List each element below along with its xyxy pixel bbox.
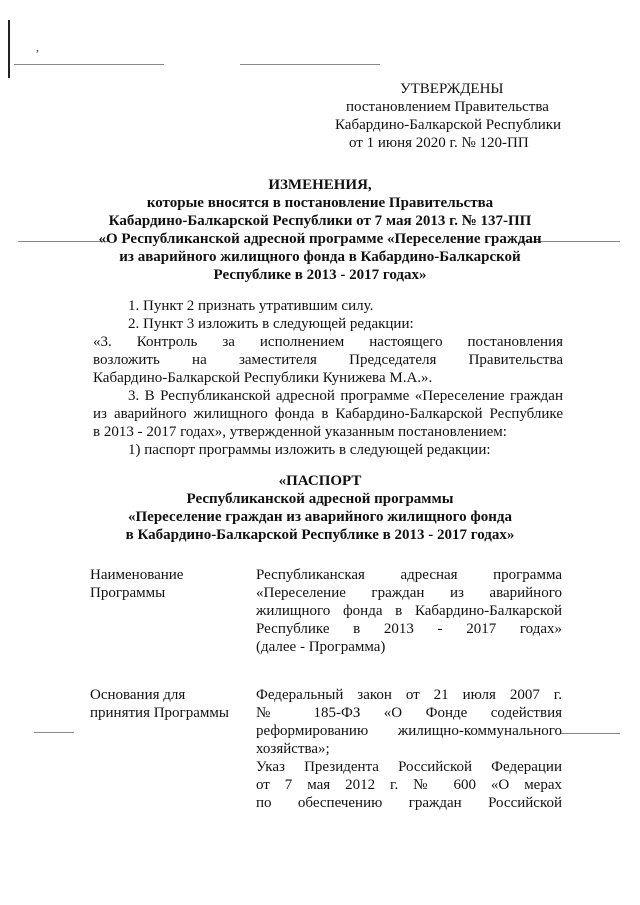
paragraph: 1. Пункт 2 признать утратившим силу. <box>128 298 374 314</box>
paragraph: в 2013 - 2017 годах», утвержденной указанным постановлением: <box>93 424 507 440</box>
document-subtitle: из аварийного жилищного фонда в Кабардино-Балкарской <box>119 249 521 265</box>
paragraph: из аварийного жилищного фонда в Кабардино-Балкарской Республике <box>93 406 563 422</box>
scan-rule-top-left <box>14 64 164 65</box>
passport-title: «ПАСПОРТ <box>278 473 362 489</box>
document-subtitle: Республике в 2013 - 2017 годах» <box>213 267 427 283</box>
approval-date: от 1 июня 2020 г. № 120-ПП <box>349 135 529 151</box>
approval-line: Кабардино-Балкарской Республики <box>335 117 562 133</box>
passport-subtitle: «Переселение граждан из аварийного жилищного фонда <box>128 509 512 525</box>
table-row-label: Наименование <box>90 567 184 583</box>
scan-rule-table-right <box>560 733 620 734</box>
table-row-value: № 185-ФЗ «О Фонде содействия <box>256 705 562 721</box>
table-row-value: Указ Президента Российской Федерации <box>256 759 562 775</box>
document-subtitle: Кабардино-Балкарской Республики от 7 мая 2013 г. № 137-ПП <box>108 213 532 229</box>
document-title: ИЗМЕНЕНИЯ, <box>268 177 372 193</box>
scan-rule-top-mid <box>240 64 380 65</box>
paragraph: возложить на заместителя Председателя Правительства <box>93 352 563 368</box>
table-row-value: Республике в 2013 - 2017 годах» <box>256 621 562 637</box>
document-subtitle: «О Республиканской адресной программе «Переселение граждан <box>98 231 542 247</box>
paragraph: 2. Пункт 3 изложить в следующей редакции: <box>128 316 414 332</box>
document-subtitle: которые вносятся в постановление Правительства <box>146 195 494 211</box>
table-row-value: реформированию жилищно-коммунального <box>256 723 562 739</box>
table-row-value: от 7 мая 2012 г. № 600 «О мерах <box>256 777 562 793</box>
table-row-value: по обеспечению граждан Российской <box>256 795 562 811</box>
table-row-label: Основания для <box>90 687 186 703</box>
scan-rule-table <box>34 732 74 733</box>
table-row-value: Республиканская адресная программа <box>256 567 562 583</box>
table-row-value: хозяйства»; <box>256 741 330 757</box>
scan-edge-mark <box>8 20 10 78</box>
paragraph: 3. В Республиканской адресной программе «Переселение граждан <box>128 388 563 404</box>
table-row-label: Программы <box>90 585 166 601</box>
table-row-value: «Переселение граждан из аварийного <box>256 585 562 601</box>
approval-line: постановлением Правительства <box>346 99 549 115</box>
passport-subtitle: в Кабардино-Балкарской Республике в 2013 - 2017 годах» <box>125 527 515 543</box>
table-row-value: жилищного фонда в Кабардино-Балкарской <box>256 603 562 619</box>
paragraph: 1) паспорт программы изложить в следующей редакции: <box>128 442 491 458</box>
table-row-value: (далее - Программа) <box>256 639 386 655</box>
passport-subtitle: Республиканской адресной программы <box>186 491 454 507</box>
table-row-value: Федеральный закон от 21 июля 2007 г. <box>256 687 562 703</box>
approval-title: УТВЕРЖДЕНЫ <box>400 81 504 97</box>
paragraph: «3. Контроль за исполнением настоящего постановления <box>93 334 563 350</box>
paragraph: Кабардино-Балкарской Республики Кунижева М.А.». <box>93 370 433 386</box>
scan-speck: , <box>36 40 39 54</box>
table-row-label: принятия Программы <box>90 705 229 721</box>
